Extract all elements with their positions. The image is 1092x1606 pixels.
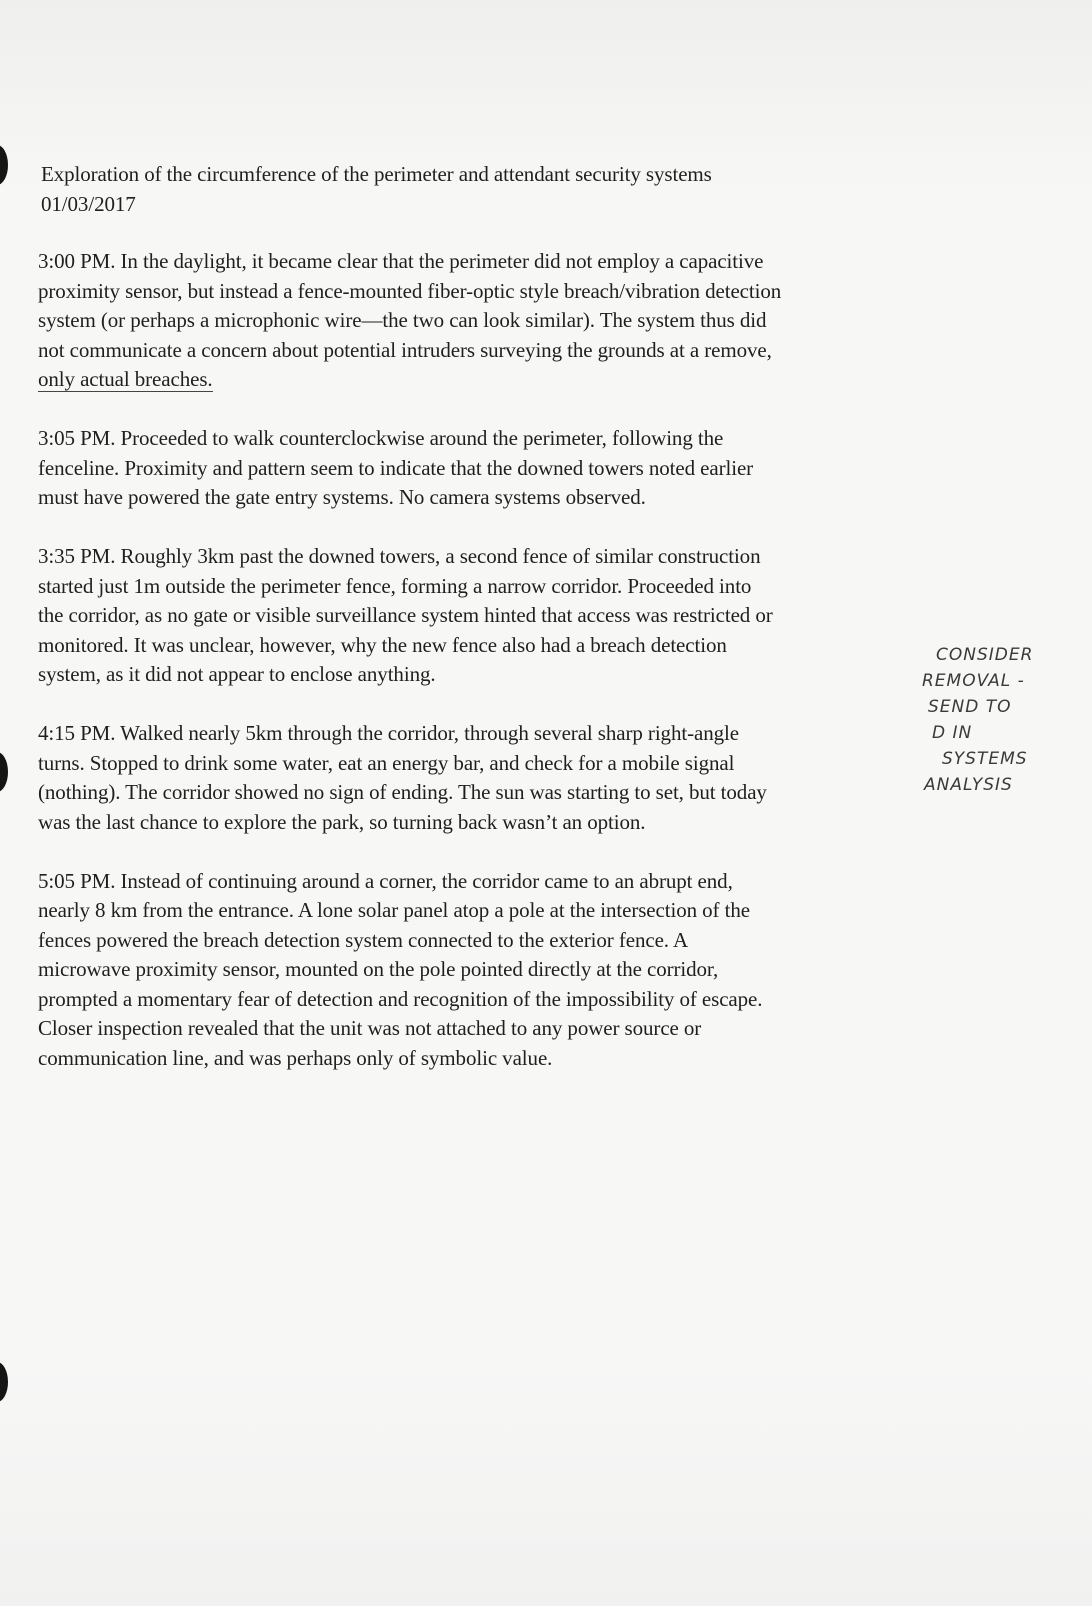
entry-line: was the last chance to explore the park, so turning back wasn’t an option. bbox=[38, 809, 646, 834]
document-date: 01/03/2017 bbox=[41, 191, 136, 216]
entry-line: proximity sensor, but instead a fence-mounted fiber-optic style breach/vibration detection bbox=[38, 278, 782, 303]
log-entry-1535 bbox=[38, 542, 938, 690]
entry-line: prompted a momentary fear of detection and recognition of the impossibility of escape. bbox=[38, 986, 763, 1011]
entry-line: system, as it did not appear to enclose anything. bbox=[38, 662, 436, 686]
handwritten-margin-note bbox=[922, 642, 1072, 798]
document-title: Exploration of the circumference of the perimeter and attendant security systems bbox=[41, 162, 712, 186]
log-entry-1705 bbox=[38, 867, 938, 1074]
margin-note-line: SYSTEMS bbox=[942, 749, 1028, 769]
entry-line: turns. Stopped to drink some water, eat an energy bar, and check for a mobile signal bbox=[38, 750, 735, 775]
underlined-phrase: only actual breaches. bbox=[38, 367, 213, 391]
entry-line: microwave proximity sensor, mounted on the pole pointed directly at the corridor, bbox=[38, 957, 719, 981]
entry-line: 3:05 PM. Proceeded to walk counterclockwise around the perimeter, following the bbox=[38, 426, 724, 450]
margin-note-line: CONSIDER bbox=[936, 645, 1034, 665]
entry-line bbox=[38, 365, 938, 395]
entry-line: the corridor, as no gate or visible surveillance system hinted that access was restricted or bbox=[38, 603, 773, 627]
margin-note-line: ANALYSIS bbox=[924, 775, 1013, 795]
entry-line: 5:05 PM. Instead of continuing around a corner, the corridor came to an abrupt end, bbox=[38, 868, 733, 893]
entry-line: system (or perhaps a microphonic wire—the two can look similar). The system thus did bbox=[38, 308, 767, 332]
entry-line: monitored. It was unclear, however, why the new fence also had a breach detection bbox=[38, 632, 727, 657]
log-entry-1505 bbox=[38, 424, 938, 513]
entry-line: communication line, and was perhaps only of symbolic value. bbox=[38, 1045, 553, 1070]
margin-note-line: SEND TO bbox=[928, 697, 1012, 717]
document-body bbox=[38, 160, 938, 1103]
entry-line: must have powered the gate entry systems. No camera systems observed. bbox=[38, 485, 646, 509]
log-entry-1615 bbox=[38, 719, 938, 837]
entry-line: 3:00 PM. In the daylight, it became clear that the perimeter did not employ a capacitive bbox=[38, 249, 764, 273]
document-heading bbox=[41, 160, 938, 219]
entry-line: nearly 8 km from the entrance. A lone solar panel atop a pole at the intersection of the bbox=[38, 898, 750, 922]
entry-line: not communicate a concern about potential intruders surveying the grounds at a remove, bbox=[38, 337, 772, 362]
margin-note-line: D IN bbox=[932, 723, 973, 743]
entry-line: (nothing). The corridor showed no sign of ending. The sun was starting to set, but today bbox=[38, 780, 767, 804]
entry-line: Closer inspection revealed that the unit was not attached to any power source or bbox=[38, 1016, 702, 1040]
entry-line: started just 1m outside the perimeter fence, forming a narrow corridor. Proceeded into bbox=[38, 573, 752, 598]
entry-line: 4:15 PM. Walked nearly 5km through the corridor, through several sharp right-angle bbox=[38, 721, 739, 745]
entry-line: fences powered the breach detection system connected to the exterior fence. A bbox=[38, 927, 689, 952]
log-entry-1500 bbox=[38, 247, 938, 395]
margin-note-line: REMOVAL - bbox=[922, 671, 1025, 691]
entry-line: 3:35 PM. Roughly 3km past the downed towers, a second fence of similar construction bbox=[38, 544, 761, 568]
entry-line: fenceline. Proximity and pattern seem to indicate that the downed towers noted earlier bbox=[38, 455, 754, 480]
